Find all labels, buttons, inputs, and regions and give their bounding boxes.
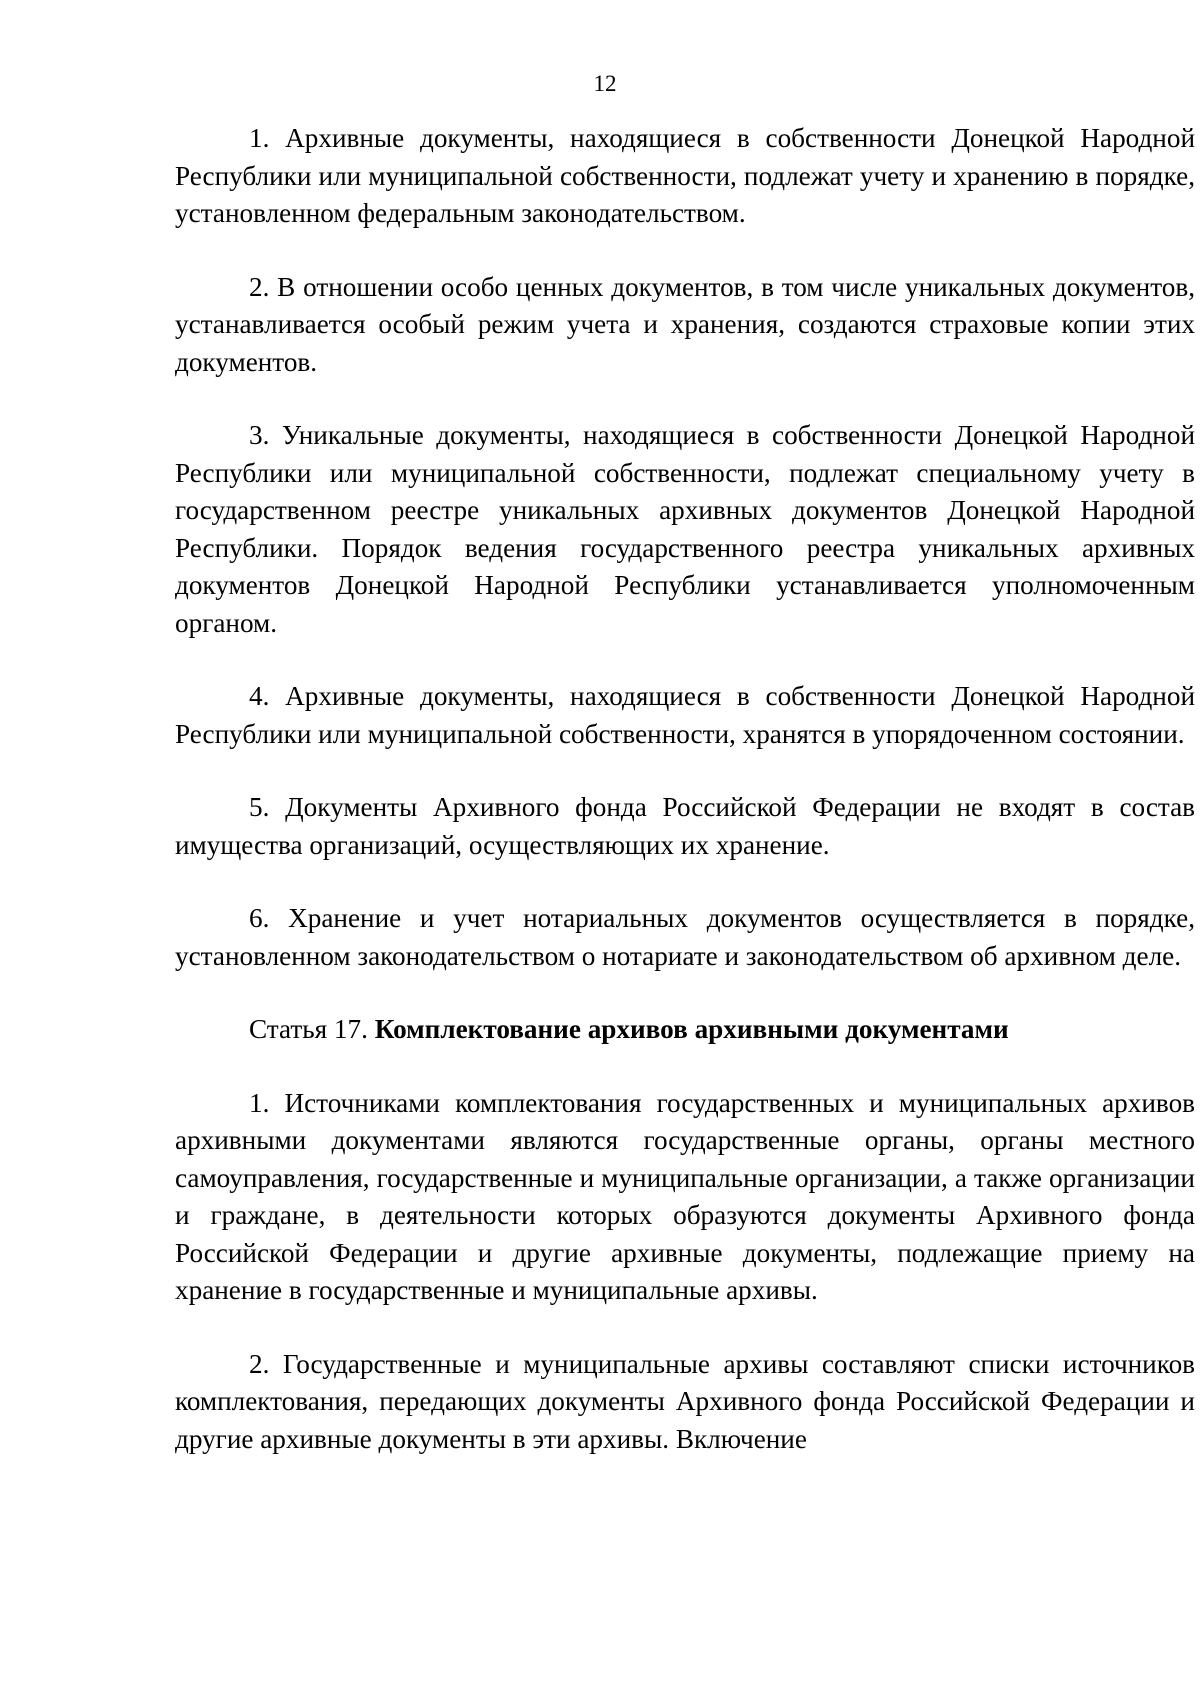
article-17-paragraph-1: 1. Источниками комплектования государственных и муниципальных архивов архивными документами являются государственные органы, органы местного самоуправления, государственные и муниципальные организации, а также организации и граждане, в деятельности которых образуются документы Архивного фонда Российской Федерации и другие архивные документы, подлежащие приему на хранение в государственные и муниципальные архивы. bbox=[175, 1087, 1195, 1305]
page-number: 12 bbox=[593, 71, 617, 96]
paragraph-5: 5. Документы Архивного фонда Российской Федерации не входят в состав имущества организаций, осуществляющих их хранение. bbox=[175, 792, 1195, 860]
article-title: Комплектование архивов архивными документами bbox=[374, 1014, 1009, 1044]
article-17-paragraph-2: 2. Государственные и муниципальные архивы составляют списки источников комплектования, передающих документы Архивного фонда Российской Федерации и другие архивные документы в эти архивы. Включение bbox=[175, 1348, 1195, 1454]
article-prefix: Статья 17. bbox=[249, 1014, 375, 1044]
paragraph-6: 6. Хранение и учет нотариальных документов осуществляется в порядке, установленном законодательством о нотариате и законодательством об архивном деле. bbox=[175, 903, 1195, 971]
paragraph-4: 4. Архивные документы, находящиеся в собственности Донецкой Народной Республики или муниципальной собственности, хранятся в упорядоченном состоянии. bbox=[175, 681, 1195, 749]
article-heading bbox=[175, 1011, 1195, 1049]
document-body bbox=[175, 120, 1195, 1494]
paragraph-1: 1. Архивные документы, находящиеся в собственности Донецкой Народной Республики или муниципальной собственности, подлежат учету и хранению в порядке, установленном федеральным законодательством. bbox=[175, 123, 1195, 228]
paragraph-2: 2. В отношении особо ценных документов, в том числе уникальных документов, устанавливается особый режим учета и хранения, создаются страховые копии этих документов. bbox=[175, 271, 1195, 377]
paragraph-3: 3. Уникальные документы, находящиеся в собственности Донецкой Народной Республики или муниципальной собственности, подлежат специальному учету в государственном реестре уникальных архивных документов Донецкой Народной Республики. Порядок ведения государственного реестра уникальных архивных документов Донецкой Народной Республики устанавливается уполномоченным органом. bbox=[175, 420, 1195, 638]
